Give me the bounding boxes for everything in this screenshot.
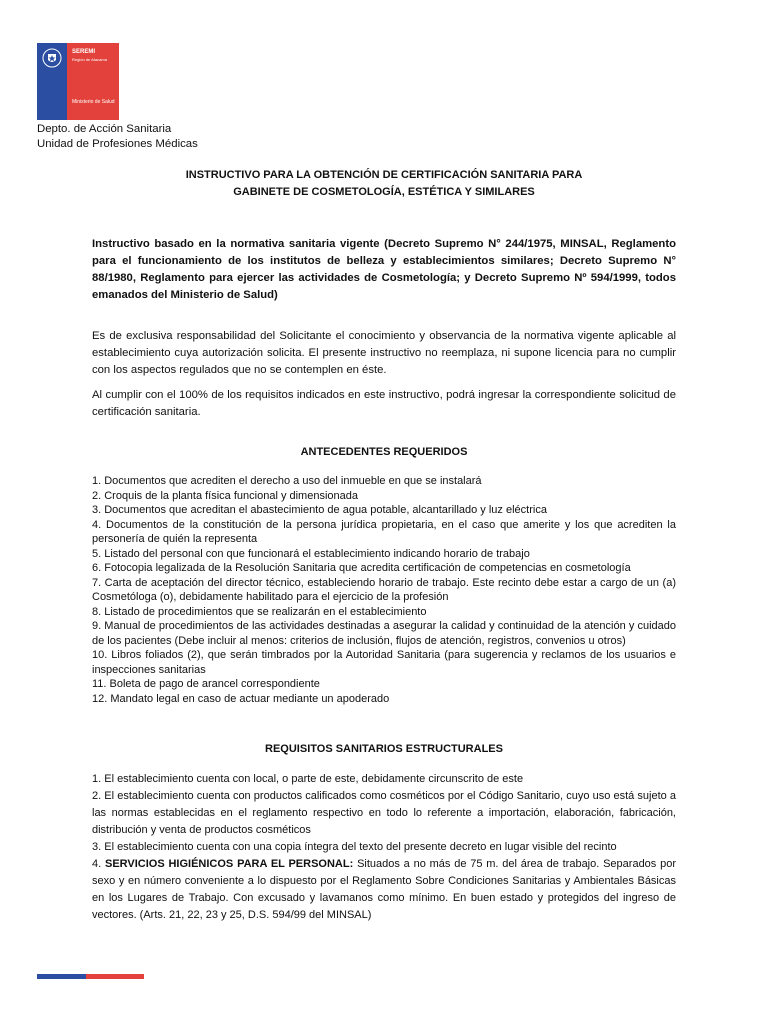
list-item: 1. Documentos que acrediten el derecho a uso del inmueble en que se instalará <box>92 475 482 487</box>
item-bold-label: SERVICIOS HIGIÉNICOS PARA EL PERSONAL: <box>104 858 354 870</box>
list-item: 2. Croquis de la planta física funcional y dimensionada <box>92 489 358 502</box>
section-heading-requisitos: REQUISITOS SANITARIOS ESTRUCTURALES <box>265 743 503 755</box>
responsibility-paragraph: Es de exclusiva responsabilidad del Solicitante el conocimiento y observancia de la normativa vigente aplicable al establecimiento cuya autorización solicita. El presente instructivo no reemplaza, ni supone licencia para no cumplir con los aspectos regulados que no se contemplen en éste. <box>92 330 676 376</box>
compliance-paragraph: Al cumplir con el 100% de los requisitos indicados en este instructivo, podrá ingresar la correspondiente solicitud de certificación sanitaria. <box>92 389 676 418</box>
list-item-servicios-higienicos <box>92 856 676 924</box>
seremi-logo <box>37 43 119 120</box>
item-number: 4. <box>92 858 105 870</box>
list-item: 10. Libros foliados (2), que serán timbrados por la Autoridad Sanitaria (para sugerencia y reclamos de los usuarios e inspecciones sanitarias <box>92 649 676 676</box>
list-item: 12. Mandato legal en caso de actuar mediante un apoderado <box>92 692 390 705</box>
list-item: 7. Carta de aceptación del director técnico, estableciendo horario de trabajo. Este recinto debe estar a cargo de un (a) Cosmetóloga (o), debidamente habilitado para el ejercicio de la profesión <box>92 576 676 603</box>
intro-paragraph: Instructivo basado en la normativa sanitaria vigente (Decreto Supremo N° 244/1975, MINSAL, Reglamento para el funcionamiento de los institutos de belleza y establecimientos similares; Decreto Supremo N° 88/1980, Reglamento para ejercer las actividades de Cosmetología; y Decreto Supremo Nº 594/1999, todos emanados del Ministerio de Salud) <box>92 238 676 301</box>
coat-of-arms-icon <box>41 47 63 69</box>
footer-color-bar <box>37 974 144 979</box>
section-heading-antecedentes: ANTECEDENTES REQUERIDOS <box>300 446 468 458</box>
department-name: Depto. de Acción Sanitaria <box>37 123 172 135</box>
list-item: 2. El establecimiento cuenta con productos calificados como cosméticos por el Código Sanitario, cuyo uso está sujeto a las normas establecidas en el reglamento respectivo en todo lo referente a importación, elaboración, fabricación, distribución y venta de productos cosméticos <box>92 790 676 836</box>
list-item: 6. Fotocopia legalizada de la Resolución Sanitaria que acredita certificación de competencias en cosmetología <box>92 562 631 574</box>
list-item: 3. El establecimiento cuenta con una copia íntegra del texto del presente decreto en lugar visible del recinto <box>92 841 617 853</box>
requisitos-list <box>92 771 676 924</box>
document-title-line1: INSTRUCTIVO PARA LA OBTENCIÓN DE CERTIFICACIÓN SANITARIA PARA <box>185 169 583 181</box>
list-item: 11. Boleta de pago de arancel correspondiente <box>92 678 320 690</box>
document-title-line2: GABINETE DE COSMETOLOGÍA, ESTÉTICA Y SIMILARES <box>233 186 535 198</box>
list-item: 4. Documentos de la constitución de la persona jurídica propietaria, en el caso que amerite y los que acrediten la personería de quién la representa <box>92 518 676 545</box>
list-item: 9. Manual de procedimientos de las actividades destinadas a asegurar la calidad y continuidad de la atención y cuidado de los pacientes (Debe incluir al menos: criterios de inclusión, flujos de atención, registros, convenios u otros) <box>92 620 676 647</box>
list-item: 5. Listado del personal con que funcionará el establecimiento indicando horario de trabajo <box>92 547 530 560</box>
logo-text-region: Región de Atacama <box>72 57 107 62</box>
logo-text-ministry: Ministerio de Salud <box>72 99 115 105</box>
footer-blue-segment <box>37 974 86 979</box>
item-text: Situados a no más de 75 m. del área de trabajo. Separados por sexo y en número conveniente a lo dispuesto por el Reglamento Sobre Condiciones Sanitarias y Ambientales Básicas en los Lugares de Trabajo. Con excusado y lavamanos como mínimo. En buen estado y protegidos del ingreso de vectores. (Arts. 21, 22, 23 y 25, D.S. 594/99 del MINSAL) <box>92 858 677 921</box>
footer-red-segment <box>86 974 144 979</box>
logo-text-seremi: SEREMI <box>72 49 96 55</box>
department-header <box>37 122 198 152</box>
list-item: 3. Documentos que acreditan el abastecimiento de agua potable, alcantarillado y luz eléctrica <box>92 504 547 516</box>
list-item: 1. El establecimiento cuenta con local, o parte de este, debidamente circunscrito de este <box>92 773 524 785</box>
antecedentes-list <box>92 474 676 706</box>
list-item: 8. Listado de procedimientos que se realizarán en el establecimiento <box>92 605 427 618</box>
unit-name: Unidad de Profesiones Médicas <box>37 138 198 150</box>
